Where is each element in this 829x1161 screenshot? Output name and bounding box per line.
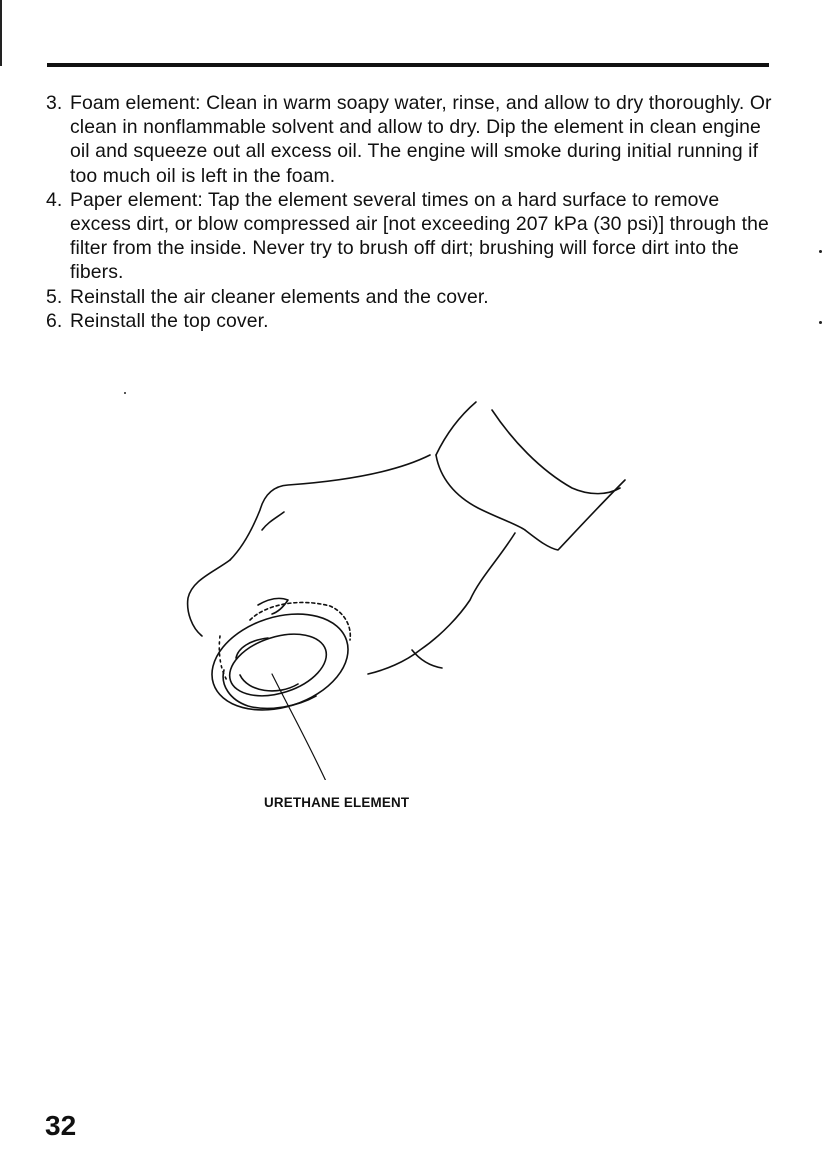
- step-text: Reinstall the air cleaner elements and the cover.: [70, 285, 489, 308]
- page-number: 32: [45, 1110, 77, 1141]
- step-number: 4.: [46, 188, 63, 211]
- finger-crease: [262, 512, 284, 530]
- step-number: 3.: [46, 92, 63, 114]
- step-text: Reinstall the top cover.: [70, 309, 269, 332]
- sleeve-outline: [492, 410, 620, 494]
- scan-speck: [819, 250, 822, 253]
- step-number: 5.: [46, 285, 63, 308]
- scan-speck: [124, 392, 126, 394]
- step-number: 6.: [46, 309, 63, 332]
- hand-squeezing-foam-element-illustration: [180, 400, 640, 780]
- hand-outline: [230, 455, 430, 560]
- step-4: [46, 188, 772, 285]
- step-5: [46, 285, 772, 309]
- label-leader-line: [272, 674, 330, 780]
- step-text: Paper element: Tap the element several times on a hard surface to remove excess dirt, or blow compressed air [not exceeding 207 kPa (30 psi)] through the filter from the inside. Never try to brush off dirt; brushing will force dirt into the fibers.: [70, 188, 769, 284]
- sleeve-outline: [436, 402, 476, 455]
- cuff-outline: [436, 455, 525, 530]
- step-text: Foam element: Clean in warm soapy water, rinse, and allow to dry thoroughly. Or clean in nonflammable solvent and allow to dry. Dip the element in clean engine oil and squeeze out all excess oil. The engine will smoke during initial running if too much oil is left in the foam.: [70, 92, 772, 187]
- step-3: [46, 91, 772, 188]
- hand-outline: [188, 560, 230, 636]
- palm-outline: [368, 533, 515, 674]
- instruction-steps: [46, 91, 772, 333]
- top-rule: [47, 63, 769, 67]
- page-edge-mark: [0, 0, 2, 66]
- step-6: [46, 309, 772, 333]
- cuff-outline: [525, 480, 625, 550]
- scan-speck: [819, 321, 822, 324]
- foam-element-fold: [240, 675, 298, 691]
- figure-label: URETHANE ELEMENT: [264, 795, 410, 810]
